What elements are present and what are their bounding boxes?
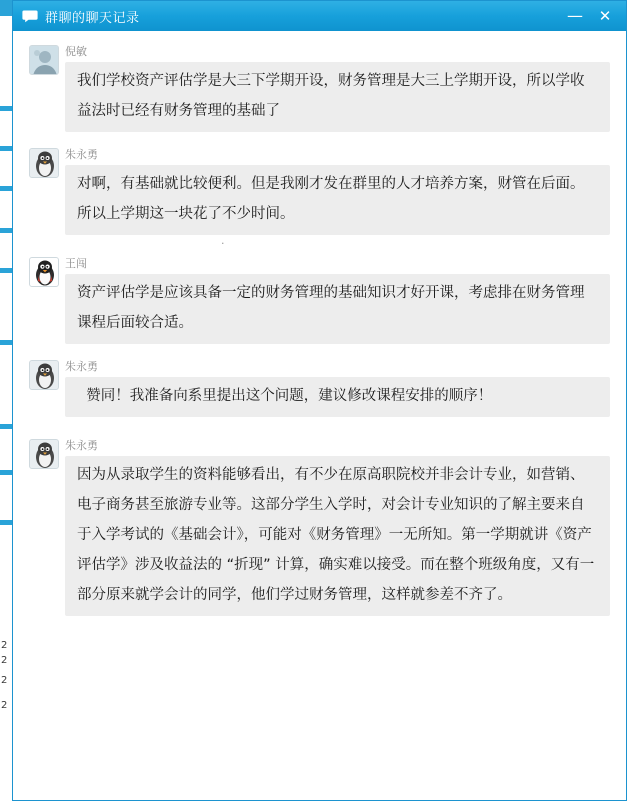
avatar[interactable] xyxy=(29,45,59,75)
message-sender: 倪敏 xyxy=(65,45,87,58)
message-sender: 朱永勇 xyxy=(65,439,98,452)
avatar[interactable] xyxy=(29,257,59,287)
desktop-label-2: 2 xyxy=(1,655,8,666)
separator-dot: . xyxy=(221,234,225,247)
message-bubble: 因为从录取学生的资料能够看出，有不少在原高职院校并非会计专业，如营销、电子商务甚至旅游专业等。这部分学生入学时，对会计专业知识的了解主要来自于入学考试的《基础会计》，可能对《财务管理》一无所知。第一学期就讲《资产评估学》涉及收益法的 “折现” 计算，确实难以接受。而在整个班级角度，又有一部分原来就学会计的同学，他们学过财务管理，这样就参差不齐了。 xyxy=(65,456,610,616)
list-item xyxy=(21,45,616,132)
window-titlebar[interactable] xyxy=(13,1,626,31)
window-controls xyxy=(560,1,620,31)
avatar[interactable] xyxy=(29,439,59,469)
list-item xyxy=(21,439,616,616)
chat-bubble-icon xyxy=(21,7,39,25)
desktop-label-4: 2 xyxy=(1,700,8,711)
message-bubble: 对啊，有基础就比较便利。但是我刚才发在群里的人才培养方案，财管在后面。所以上学期这一块花了不少时间。 xyxy=(65,165,610,235)
avatar[interactable] xyxy=(29,360,59,390)
desktop-label-1: 2 xyxy=(1,640,8,651)
desktop-label-3: 2 xyxy=(1,675,8,686)
avatar[interactable] xyxy=(29,148,59,178)
close-button[interactable]: ✕ xyxy=(598,6,612,25)
message-sender: 朱永勇 xyxy=(65,148,98,161)
message-bubble: 我们学校资产评估学是大三下学期开设，财务管理是大三上学期开设，所以学收益法时已经有财务管理的基础了 xyxy=(65,62,610,132)
list-item xyxy=(21,257,616,344)
window-title: 群聊的聊天记录 xyxy=(45,10,140,26)
chat-history-window xyxy=(12,0,627,801)
message-bubble: 资产评估学是应该具备一定的财务管理的基础知识才好开课，考虑排在财务管理课程后面较合适。 xyxy=(65,274,610,344)
list-item xyxy=(21,360,616,417)
message-bubble: 赞同！我准备向系里提出这个问题，建议修改课程安排的顺序！ xyxy=(65,377,610,417)
message-sender: 朱永勇 xyxy=(65,360,98,373)
minimize-button[interactable]: — xyxy=(567,6,583,25)
message-sender: 王闯 xyxy=(65,257,87,270)
list-item xyxy=(21,148,616,247)
chat-message-list[interactable] xyxy=(13,31,626,800)
